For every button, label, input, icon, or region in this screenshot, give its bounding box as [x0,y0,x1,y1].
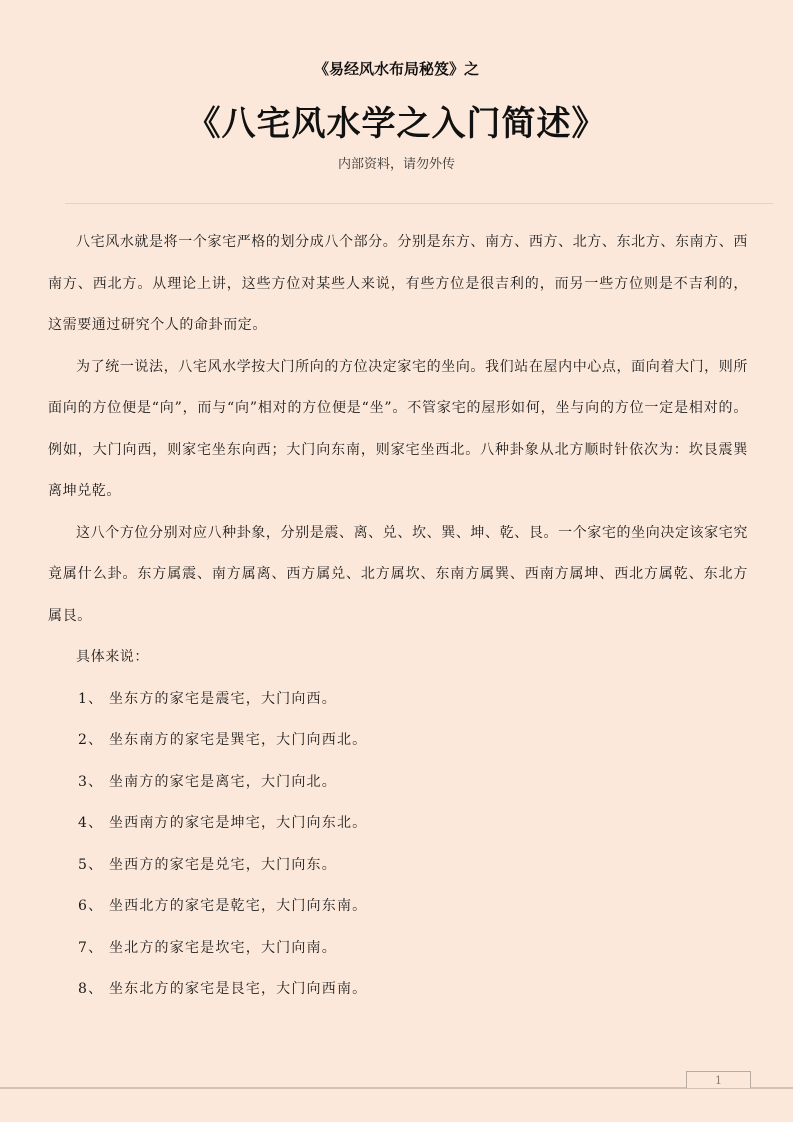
footer-line [0,1087,793,1089]
document-body [48,222,748,1011]
list-item: 5、 坐西方的家宅是兑宅，大门向东。 [78,856,337,873]
series-title: 《易经风水布局秘笈》之 [313,60,479,78]
list-item: 1、 坐东方的家宅是震宅，大门向西。 [78,690,337,707]
paragraph: 这八个方位分别对应八种卦象，分别是震、离、兑、坎、巽、坤、乾、艮。一个家宅的坐向决定该家宅究竟属什么卦。东方属震、南方属离、西方属兑、北方属坎、东南方属巽、西南方属坤、西北方属乾、东北方属艮。 [48,524,748,624]
paragraph: 为了统一说法，八宅风水学按大门所向的方位决定家宅的坐向。我们站在屋内中心点，面向着大门，则所面向的方位便是“向”，而与“向”相对的方位便是“坐”。不管家宅的屋形如何，坐与向的方位一定是相对的。例如，大门向西，则家宅坐东向西；大门向东南，则家宅坐西北。八种卦象从北方顺时针依次为：坎艮震巽离坤兑乾。 [48,358,748,499]
paragraph: 八宅风水就是将一个家宅严格的划分成八个部分。分别是东方、南方、西方、北方、东北方、东南方、西南方、西北方。从理论上讲，这些方位对某些人来说，有些方位是很吉利的，而另一些方位则是不吉利的，这需要通过研究个人的命卦而定。 [48,234,748,333]
list-item: 7、 坐北方的家宅是坎宅，大门向南。 [78,939,337,956]
list-item: 2、 坐东南方的家宅是巽宅，大门向西北。 [78,732,368,748]
list-item: 8、 坐东北方的家宅是艮宅，大门向西南。 [78,981,368,997]
page-number: 1 [686,1071,751,1088]
list-item: 3、 坐南方的家宅是离宅，大门向北。 [78,773,337,790]
paragraph: 具体来说： [76,649,149,665]
page-title: 《八宅风水学之入门简述》 [186,104,607,144]
header-divider [65,203,773,204]
subtitle: 内部资料，请勿外传 [337,157,455,172]
list-item: 4、 坐西南方的家宅是坤宅，大门向东北。 [78,815,368,831]
list-item: 6、 坐西北方的家宅是乾宅，大门向东南。 [78,898,368,914]
